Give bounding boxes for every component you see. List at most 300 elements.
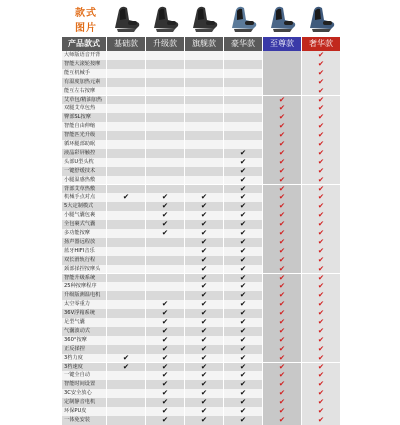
table-row — [62, 131, 340, 140]
empty-cell — [146, 51, 184, 60]
empty-cell — [185, 140, 223, 149]
check-icon: ✔ — [224, 309, 262, 318]
check-icon: ✔ — [224, 229, 262, 238]
check-icon: ✔ — [302, 345, 340, 354]
check-icon: ✔ — [146, 345, 184, 354]
check-icon: ✔ — [263, 202, 301, 211]
check-icon: ✔ — [185, 363, 223, 372]
check-icon: ✔ — [302, 247, 340, 256]
check-icon: ✔ — [302, 211, 340, 220]
check-icon: ✔ — [263, 96, 301, 105]
empty-cell — [146, 282, 184, 291]
check-icon: ✔ — [263, 158, 301, 167]
column-header-4: 豪华款 — [224, 37, 262, 51]
empty-cell — [107, 336, 145, 345]
check-icon: ✔ — [302, 318, 340, 327]
empty-cell — [185, 176, 223, 185]
check-icon: ✔ — [224, 265, 262, 274]
check-icon: ✔ — [185, 202, 223, 211]
check-icon: ✔ — [302, 229, 340, 238]
column-header-6: 奢华款 — [302, 37, 340, 51]
table-row — [62, 407, 340, 416]
check-icon: ✔ — [146, 300, 184, 309]
feature-name: 一键全自动 — [62, 371, 106, 380]
empty-cell — [107, 398, 145, 407]
feature-name: 一键舒缓技术 — [62, 167, 106, 176]
check-icon: ✔ — [224, 407, 262, 416]
feature-name: 正反揉捏 — [62, 345, 106, 354]
massage-chair-icon — [226, 2, 259, 35]
empty-cell — [107, 229, 145, 238]
check-icon: ✔ — [224, 202, 262, 211]
check-icon: ✔ — [263, 176, 301, 185]
feature-name: 多功能按摩 — [62, 229, 106, 238]
feature-name: 3C安全放心 — [62, 389, 106, 398]
empty-cell — [146, 104, 184, 113]
check-icon: ✔ — [224, 354, 262, 363]
massage-chair-icon — [187, 2, 220, 35]
empty-cell — [146, 167, 184, 176]
check-icon: ✔ — [224, 416, 262, 425]
empty-cell — [107, 60, 145, 69]
check-icon: ✔ — [185, 416, 223, 425]
feature-name: 机械手点对点 — [62, 193, 106, 202]
feature-name: 25种按摩程序 — [62, 282, 106, 291]
empty-cell — [224, 113, 262, 122]
check-icon: ✔ — [146, 211, 184, 220]
empty-cell — [107, 122, 145, 131]
empty-cell — [146, 238, 184, 247]
check-icon: ✔ — [224, 211, 262, 220]
table-row — [62, 167, 340, 176]
feature-name: 3档力度 — [62, 354, 106, 363]
check-icon: ✔ — [263, 336, 301, 345]
check-icon: ✔ — [302, 238, 340, 247]
empty-cell — [146, 96, 184, 105]
empty-cell — [224, 104, 262, 113]
empty-cell — [224, 69, 262, 78]
empty-cell — [146, 176, 184, 185]
check-icon: ✔ — [224, 318, 262, 327]
check-icon: ✔ — [224, 220, 262, 229]
check-icon: ✔ — [185, 371, 223, 380]
check-icon: ✔ — [224, 238, 262, 247]
empty-cell — [107, 380, 145, 389]
check-icon: ✔ — [302, 256, 340, 265]
empty-cell — [107, 407, 145, 416]
check-icon: ✔ — [302, 87, 340, 96]
feature-name: 5大定制模式 — [62, 202, 106, 211]
check-icon: ✔ — [263, 238, 301, 247]
check-icon: ✔ — [224, 185, 262, 194]
check-icon: ✔ — [302, 131, 340, 140]
check-icon: ✔ — [263, 220, 301, 229]
empty-cell — [185, 60, 223, 69]
feature-name: 太空零重力 — [62, 300, 106, 309]
check-icon: ✔ — [224, 274, 262, 283]
empty-cell — [146, 122, 184, 131]
empty-cell — [107, 238, 145, 247]
empty-cell — [107, 371, 145, 380]
table-row — [62, 122, 340, 131]
check-icon: ✔ — [302, 291, 340, 300]
check-icon: ✔ — [185, 282, 223, 291]
check-icon: ✔ — [302, 398, 340, 407]
empty-cell — [107, 282, 145, 291]
check-icon: ✔ — [185, 274, 223, 283]
feature-name: 智能匹光升级 — [62, 131, 106, 140]
empty-cell — [146, 140, 184, 149]
check-icon: ✔ — [146, 389, 184, 398]
check-icon: ✔ — [185, 265, 223, 274]
empty-cell — [146, 256, 184, 265]
column-header-1: 基础款 — [107, 37, 145, 51]
empty-cell — [185, 104, 223, 113]
check-icon: ✔ — [224, 256, 262, 265]
check-icon: ✔ — [302, 60, 340, 69]
check-icon: ✔ — [302, 113, 340, 122]
check-icon: ✔ — [263, 229, 301, 238]
feature-name: 有温度加热元素 — [62, 78, 106, 87]
check-icon: ✔ — [263, 416, 301, 425]
empty-cell — [185, 87, 223, 96]
empty-cell — [107, 131, 145, 140]
feature-name: 循环腿部助眠 — [62, 140, 106, 149]
feature-name: 升级版测温电机 — [62, 291, 106, 300]
check-icon: ✔ — [302, 416, 340, 425]
feature-name: 大师版语音开背 — [62, 51, 106, 60]
empty-cell — [107, 78, 145, 87]
check-icon: ✔ — [302, 354, 340, 363]
table-row — [62, 113, 340, 122]
check-icon: ✔ — [146, 309, 184, 318]
comparison-table — [62, 0, 340, 424]
table-row — [62, 398, 340, 407]
check-icon: ✔ — [263, 140, 301, 149]
check-icon: ✔ — [146, 354, 184, 363]
empty-cell — [146, 131, 184, 140]
empty-cell — [107, 149, 145, 158]
feature-name: 3档速度 — [62, 363, 106, 372]
massage-chair-icon — [265, 2, 298, 35]
feature-name: 智能升级系统 — [62, 274, 106, 283]
empty-cell — [185, 149, 223, 158]
check-icon: ✔ — [302, 380, 340, 389]
check-icon: ✔ — [302, 140, 340, 149]
check-icon: ✔ — [146, 407, 184, 416]
check-icon: ✔ — [302, 167, 340, 176]
empty-cell — [107, 291, 145, 300]
check-icon: ✔ — [263, 211, 301, 220]
check-icon: ✔ — [185, 193, 223, 202]
check-icon: ✔ — [224, 300, 262, 309]
check-icon: ✔ — [224, 247, 262, 256]
massage-chair-icon — [304, 2, 337, 35]
feature-name: 小腿气囊包裹 — [62, 211, 106, 220]
check-icon: ✔ — [263, 149, 301, 158]
check-icon: ✔ — [185, 354, 223, 363]
empty-cell — [107, 87, 145, 96]
feature-name: 能互左右按摩 — [62, 87, 106, 96]
check-icon: ✔ — [263, 247, 301, 256]
check-icon: ✔ — [185, 238, 223, 247]
feature-name: 艾草包/精油加热 — [62, 96, 106, 105]
table-row — [62, 78, 340, 87]
feature-name: 环保PU皮 — [62, 407, 106, 416]
check-icon: ✔ — [302, 336, 340, 345]
empty-cell — [107, 69, 145, 78]
check-icon: ✔ — [263, 122, 301, 131]
feature-name: 双长滑轨行程 — [62, 256, 106, 265]
check-icon: ✔ — [185, 318, 223, 327]
empty-cell — [224, 60, 262, 69]
check-icon: ✔ — [224, 363, 262, 372]
feature-name: 双腿艾草包热 — [62, 104, 106, 113]
empty-cell — [263, 60, 301, 69]
empty-cell — [185, 96, 223, 105]
table-row — [62, 104, 340, 113]
check-icon: ✔ — [224, 380, 262, 389]
empty-cell — [146, 87, 184, 96]
feature-name: 扬声器远程放 — [62, 238, 106, 247]
check-icon: ✔ — [146, 380, 184, 389]
empty-cell — [146, 274, 184, 283]
table-header — [62, 0, 340, 37]
empty-cell — [146, 78, 184, 87]
check-icon: ✔ — [263, 113, 301, 122]
empty-cell — [107, 247, 145, 256]
massage-chair-icon — [148, 2, 181, 35]
check-icon: ✔ — [263, 363, 301, 372]
check-icon: ✔ — [302, 202, 340, 211]
check-icon: ✔ — [302, 363, 340, 372]
check-icon: ✔ — [224, 282, 262, 291]
empty-cell — [146, 113, 184, 122]
empty-cell — [107, 416, 145, 425]
empty-cell — [107, 327, 145, 336]
empty-cell — [263, 51, 301, 60]
empty-cell — [146, 158, 184, 167]
check-icon: ✔ — [302, 185, 340, 194]
check-icon: ✔ — [302, 300, 340, 309]
check-icon: ✔ — [263, 371, 301, 380]
check-icon: ✔ — [263, 300, 301, 309]
empty-cell — [224, 122, 262, 131]
empty-cell — [224, 87, 262, 96]
empty-cell — [107, 220, 145, 229]
check-icon: ✔ — [302, 69, 340, 78]
check-icon: ✔ — [224, 336, 262, 345]
feature-name: 臀部SL按摩 — [62, 113, 106, 122]
check-icon: ✔ — [224, 398, 262, 407]
check-icon: ✔ — [146, 371, 184, 380]
check-icon: ✔ — [302, 122, 340, 131]
check-icon: ✔ — [263, 291, 301, 300]
empty-cell — [146, 69, 184, 78]
empty-cell — [107, 104, 145, 113]
check-icon: ✔ — [302, 78, 340, 87]
check-icon: ✔ — [302, 220, 340, 229]
empty-cell — [224, 96, 262, 105]
check-icon: ✔ — [224, 327, 262, 336]
table-row — [62, 87, 340, 96]
empty-cell — [224, 131, 262, 140]
check-icon: ✔ — [302, 371, 340, 380]
empty-cell — [107, 256, 145, 265]
check-icon: ✔ — [185, 327, 223, 336]
empty-cell — [107, 140, 145, 149]
empty-cell — [185, 131, 223, 140]
check-icon: ✔ — [185, 398, 223, 407]
check-icon: ✔ — [185, 345, 223, 354]
empty-cell — [185, 122, 223, 131]
check-icon: ✔ — [185, 256, 223, 265]
column-header-5: 至尊款 — [263, 37, 301, 51]
check-icon: ✔ — [263, 104, 301, 113]
table-row — [62, 51, 340, 60]
check-icon: ✔ — [107, 193, 145, 202]
check-icon: ✔ — [185, 336, 223, 345]
check-icon: ✔ — [263, 185, 301, 194]
check-icon: ✔ — [224, 176, 262, 185]
feature-name: 智能自由伸缩 — [62, 122, 106, 131]
check-icon: ✔ — [185, 389, 223, 398]
check-icon: ✔ — [185, 220, 223, 229]
empty-cell — [107, 274, 145, 283]
feature-name: 蓝牙HIFI音乐 — [62, 247, 106, 256]
feature-name: 一体免安装 — [62, 416, 106, 425]
check-icon: ✔ — [146, 416, 184, 425]
category-header-row — [62, 37, 340, 51]
check-icon: ✔ — [185, 309, 223, 318]
column-header-3: 旗舰款 — [185, 37, 223, 51]
empty-cell — [107, 51, 145, 60]
check-icon: ✔ — [302, 282, 340, 291]
empty-cell — [224, 78, 262, 87]
check-icon: ✔ — [302, 158, 340, 167]
feature-name: 颈部揉捏按摩头 — [62, 265, 106, 274]
feature-name: 背部艾草热敷 — [62, 185, 106, 194]
check-icon: ✔ — [302, 309, 340, 318]
check-icon: ✔ — [224, 167, 262, 176]
feature-name: 智能时间设置 — [62, 380, 106, 389]
table-row — [62, 176, 340, 185]
check-icon: ✔ — [263, 354, 301, 363]
empty-cell — [185, 78, 223, 87]
check-icon: ✔ — [302, 96, 340, 105]
check-icon: ✔ — [263, 407, 301, 416]
check-icon: ✔ — [146, 193, 184, 202]
check-icon: ✔ — [263, 309, 301, 318]
empty-cell — [107, 389, 145, 398]
empty-cell — [185, 167, 223, 176]
check-icon: ✔ — [146, 336, 184, 345]
empty-cell — [107, 167, 145, 176]
column-header-product: 产品款式 — [62, 37, 106, 51]
check-icon: ✔ — [263, 167, 301, 176]
empty-cell — [107, 202, 145, 211]
check-icon: ✔ — [263, 193, 301, 202]
check-icon: ✔ — [224, 389, 262, 398]
check-icon: ✔ — [263, 398, 301, 407]
empty-cell — [107, 300, 145, 309]
check-icon: ✔ — [302, 407, 340, 416]
check-icon: ✔ — [302, 193, 340, 202]
table-row — [62, 140, 340, 149]
check-icon: ✔ — [224, 193, 262, 202]
check-icon: ✔ — [263, 256, 301, 265]
empty-cell — [107, 265, 145, 274]
feature-name: 全包裹式气囊 — [62, 220, 106, 229]
check-icon: ✔ — [302, 389, 340, 398]
check-icon: ✔ — [302, 104, 340, 113]
check-icon: ✔ — [185, 211, 223, 220]
check-icon: ✔ — [302, 265, 340, 274]
empty-cell — [107, 158, 145, 167]
empty-cell — [107, 318, 145, 327]
feature-name: 定制静音电机 — [62, 398, 106, 407]
empty-cell — [107, 176, 145, 185]
title-line-1: 款式 — [75, 8, 97, 19]
empty-cell — [146, 60, 184, 69]
check-icon: ✔ — [107, 363, 145, 372]
check-icon: ✔ — [224, 158, 262, 167]
check-icon: ✔ — [185, 407, 223, 416]
check-icon: ✔ — [263, 389, 301, 398]
table-row — [62, 96, 340, 105]
check-icon: ✔ — [185, 300, 223, 309]
table-row — [62, 60, 340, 69]
check-icon: ✔ — [263, 318, 301, 327]
empty-cell — [263, 78, 301, 87]
table-row — [62, 69, 340, 78]
empty-cell — [107, 96, 145, 105]
check-icon: ✔ — [263, 131, 301, 140]
empty-cell — [146, 265, 184, 274]
feature-name: 36V浮箱系统 — [62, 309, 106, 318]
empty-cell — [107, 309, 145, 318]
empty-cell — [185, 51, 223, 60]
check-icon: ✔ — [302, 149, 340, 158]
table-row — [62, 149, 340, 158]
empty-cell — [146, 247, 184, 256]
empty-cell — [263, 69, 301, 78]
check-icon: ✔ — [302, 274, 340, 283]
check-icon: ✔ — [107, 354, 145, 363]
check-icon: ✔ — [224, 291, 262, 300]
check-icon: ✔ — [263, 380, 301, 389]
feature-name: 头部U型头枕 — [62, 158, 106, 167]
check-icon: ✔ — [185, 380, 223, 389]
empty-cell — [185, 113, 223, 122]
check-icon: ✔ — [146, 363, 184, 372]
table-row — [62, 158, 340, 167]
feature-name: 360°按摩 — [62, 336, 106, 345]
empty-cell — [185, 69, 223, 78]
check-icon: ✔ — [146, 220, 184, 229]
style-image-label — [62, 0, 106, 37]
feature-name: 足型气囊 — [62, 318, 106, 327]
empty-cell — [107, 211, 145, 220]
check-icon: ✔ — [185, 247, 223, 256]
check-icon: ✔ — [302, 51, 340, 60]
feature-name: 小腿温感热敷 — [62, 176, 106, 185]
feature-name: 液晶彩屏触控 — [62, 149, 106, 158]
check-icon: ✔ — [263, 282, 301, 291]
check-icon: ✔ — [146, 398, 184, 407]
massage-chair-icon — [109, 2, 142, 35]
check-icon: ✔ — [224, 345, 262, 354]
